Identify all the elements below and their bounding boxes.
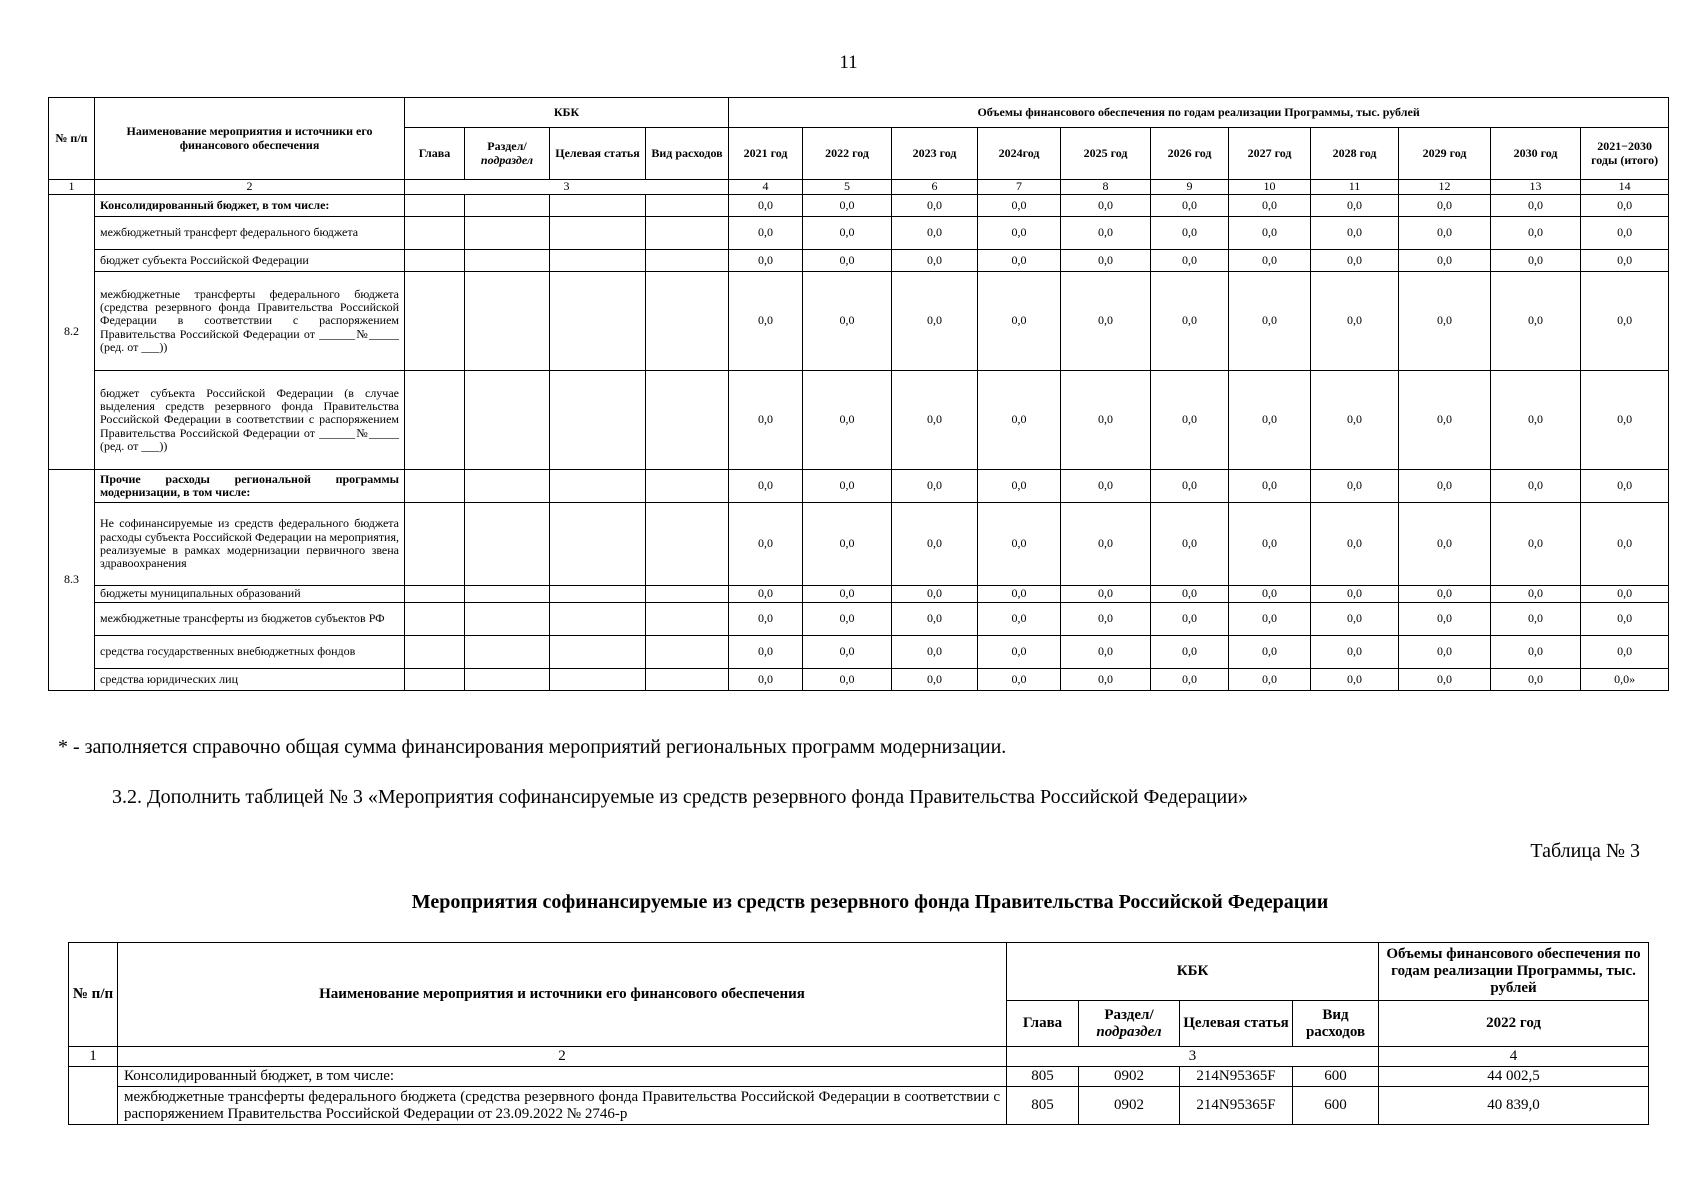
value-cell: 0,0	[803, 217, 892, 250]
value-cell: 0,0	[978, 586, 1061, 603]
value-cell: 0,0	[1061, 250, 1151, 272]
value-cell: 0,0	[1061, 195, 1151, 217]
index-cell: 14	[1581, 180, 1669, 195]
value-cell: 0,0	[1491, 371, 1581, 470]
value-cell: 0,0	[978, 250, 1061, 272]
value-cell: 0,0	[978, 603, 1061, 636]
value-cell: 0,0	[1311, 250, 1399, 272]
kbk-cell	[646, 503, 729, 586]
value-cell: 0,0	[1491, 669, 1581, 691]
value-cell: 0,0	[1151, 250, 1229, 272]
value-cell: 0,0	[1151, 669, 1229, 691]
value-cell: 0,0	[892, 217, 978, 250]
value-cell: 0,0	[1491, 217, 1581, 250]
value-cell: 0,0	[803, 272, 892, 371]
table-row	[49, 272, 1669, 371]
kbk-cell	[405, 636, 465, 669]
table-row	[49, 195, 1669, 217]
kbk-cell	[465, 195, 550, 217]
header-num: № п/п	[49, 98, 95, 180]
index-cell: 2	[118, 1047, 1007, 1067]
value-cell: 0,0	[1061, 503, 1151, 586]
value-cell: 0,0	[1061, 669, 1151, 691]
value-cell: 0,0	[1229, 669, 1311, 691]
kbk-cell	[465, 217, 550, 250]
kbk-cell	[550, 586, 646, 603]
kbk-cell	[405, 470, 465, 503]
value-cell: 0,0	[1399, 603, 1491, 636]
kbk-cell	[405, 603, 465, 636]
value-cell: 0,0	[1581, 217, 1669, 250]
index-row	[69, 1047, 1649, 1067]
value-cell: 0,0	[1581, 371, 1669, 470]
vid-cell: 600	[1293, 1087, 1379, 1125]
index-cell: 9	[1151, 180, 1229, 195]
kbk-cell	[465, 503, 550, 586]
table-row	[49, 371, 1669, 470]
value-cell: 0,0	[892, 636, 978, 669]
razdel-cell: 0902	[1079, 1067, 1180, 1087]
value-cell: 0,0	[1311, 669, 1399, 691]
row-number	[69, 1067, 118, 1125]
kbk-cell	[550, 250, 646, 272]
kbk-cell	[405, 195, 465, 217]
value-cell: 0,0	[1399, 371, 1491, 470]
value-cell: 0,0	[1311, 195, 1399, 217]
index-cell: 12	[1399, 180, 1491, 195]
kbk-cell	[646, 272, 729, 371]
kbk-cell	[465, 272, 550, 371]
value-cell: 0,0	[729, 272, 803, 371]
celevaya-cell: 214N95365F	[1180, 1087, 1293, 1125]
header-year: 2029 год	[1399, 128, 1491, 180]
value-cell: 0,0	[892, 669, 978, 691]
kbk-cell	[550, 272, 646, 371]
index-cell: 10	[1229, 180, 1311, 195]
value-cell: 0,0	[1229, 503, 1311, 586]
value-cell: 0,0	[803, 195, 892, 217]
value-cell: 44 002,5	[1379, 1067, 1649, 1087]
value-cell: 0,0	[1399, 272, 1491, 371]
value-cell: 0,0	[803, 669, 892, 691]
row-number: 8.3	[49, 470, 95, 691]
footnote: * - заполняется справочно общая сумма финансирования мероприятий региональных программ модернизации.	[58, 736, 1007, 758]
value-cell: 0,0	[1151, 503, 1229, 586]
value-cell: 0,0	[892, 371, 978, 470]
row-name: средства юридических лиц	[95, 669, 405, 691]
value-cell: 0,0	[1229, 586, 1311, 603]
header-name: Наименование мероприятия и источники его финансового обеспечения	[118, 943, 1007, 1047]
header-year: 2022 год	[1379, 1001, 1649, 1047]
value-cell: 0,0	[1399, 250, 1491, 272]
value-cell: 0,0	[1229, 195, 1311, 217]
value-cell: 0,0	[1229, 272, 1311, 371]
index-cell: 6	[892, 180, 978, 195]
value-cell: 0,0	[1151, 217, 1229, 250]
header-year: 2027 год	[1229, 128, 1311, 180]
kbk-cell	[550, 195, 646, 217]
value-cell: 0,0	[1581, 250, 1669, 272]
header-year: 2021 год	[729, 128, 803, 180]
kbk-cell	[405, 586, 465, 603]
value-cell: 0,0	[1229, 470, 1311, 503]
row-name: межбюджетные трансферты федерального бюджета (средства резервного фонда Правительства Российской Федерации в соответствии с распоряжением Правительства Российской Федерации от ______№_____ (ред. от ___))	[95, 272, 405, 371]
row-name: Консолидированный бюджет, в том числе:	[118, 1067, 1007, 1087]
header-year: 2024год	[978, 128, 1061, 180]
table-row	[49, 669, 1669, 691]
celevaya-cell: 214N95365F	[1180, 1067, 1293, 1087]
value-cell: 0,0	[803, 470, 892, 503]
value-cell: 0,0	[729, 195, 803, 217]
kbk-cell	[465, 636, 550, 669]
header-year-total: 2021−2030 годы (итого)	[1581, 128, 1669, 180]
row-name: Не софинансируемые из средств федерального бюджета расходы субъекта Российской Федерации на мероприятия, реализуемые в рамках модернизации первичного звена здравоохранения	[95, 503, 405, 586]
value-cell: 0,0	[1399, 636, 1491, 669]
value-cell: 0,0	[978, 503, 1061, 586]
kbk-cell	[405, 371, 465, 470]
value-cell: 0,0	[1581, 603, 1669, 636]
paragraph: 3.2. Дополнить таблицей № 3 «Мероприятия софинансируемые из средств резервного фонда Правительства Российской Федерации»	[112, 786, 1248, 808]
kbk-cell	[550, 470, 646, 503]
value-cell: 0,0	[729, 470, 803, 503]
kbk-cell	[550, 603, 646, 636]
value-cell: 0,0	[1399, 217, 1491, 250]
kbk-cell	[550, 636, 646, 669]
value-cell: 40 839,0	[1379, 1087, 1649, 1125]
header-celevaya: Целевая статья	[1180, 1001, 1293, 1047]
row-name: Прочие расходы региональной программы модернизации, в том числе:	[95, 470, 405, 503]
value-cell: 0,0»	[1581, 669, 1669, 691]
value-cell: 0,0	[1311, 603, 1399, 636]
kbk-cell	[405, 217, 465, 250]
value-cell: 0,0	[729, 586, 803, 603]
index-cell: 3	[405, 180, 729, 195]
value-cell: 0,0	[1311, 371, 1399, 470]
kbk-cell	[646, 250, 729, 272]
value-cell: 0,0	[1399, 503, 1491, 586]
value-cell: 0,0	[1311, 503, 1399, 586]
value-cell: 0,0	[1229, 603, 1311, 636]
reserve-fund-table	[68, 942, 1649, 1125]
value-cell: 0,0	[978, 636, 1061, 669]
header-volumes: Объемы финансового обеспечения по годам реализации Программы, тыс. рублей	[1379, 943, 1649, 1001]
header-celevaya: Целевая статья	[550, 128, 646, 180]
value-cell: 0,0	[892, 195, 978, 217]
index-cell: 8	[1061, 180, 1151, 195]
kbk-cell	[646, 195, 729, 217]
index-cell: 1	[69, 1047, 118, 1067]
kbk-cell	[405, 503, 465, 586]
value-cell: 0,0	[892, 470, 978, 503]
value-cell: 0,0	[1151, 272, 1229, 371]
value-cell: 0,0	[1311, 217, 1399, 250]
value-cell: 0,0	[729, 636, 803, 669]
value-cell: 0,0	[803, 503, 892, 586]
kbk-cell	[646, 371, 729, 470]
value-cell: 0,0	[1061, 636, 1151, 669]
value-cell: 0,0	[1151, 586, 1229, 603]
header-vid: Вид расходов	[1293, 1001, 1379, 1047]
value-cell: 0,0	[803, 371, 892, 470]
header-year: 2023 год	[892, 128, 978, 180]
kbk-cell	[646, 603, 729, 636]
value-cell: 0,0	[1229, 217, 1311, 250]
value-cell: 0,0	[1581, 636, 1669, 669]
header-year: 2022 год	[803, 128, 892, 180]
kbk-cell	[550, 503, 646, 586]
table-row	[49, 470, 1669, 503]
value-cell: 0,0	[1061, 586, 1151, 603]
value-cell: 0,0	[1399, 470, 1491, 503]
kbk-cell	[465, 669, 550, 691]
value-cell: 0,0	[1151, 470, 1229, 503]
value-cell: 0,0	[978, 195, 1061, 217]
value-cell: 0,0	[1151, 603, 1229, 636]
value-cell: 0,0	[1581, 195, 1669, 217]
header-vid: Вид расходов	[646, 128, 729, 180]
index-cell: 4	[729, 180, 803, 195]
value-cell: 0,0	[1491, 272, 1581, 371]
kbk-cell	[405, 250, 465, 272]
value-cell: 0,0	[1229, 250, 1311, 272]
header-glava: Глава	[405, 128, 465, 180]
value-cell: 0,0	[892, 250, 978, 272]
index-cell: 13	[1491, 180, 1581, 195]
value-cell: 0,0	[1061, 272, 1151, 371]
value-cell: 0,0	[1491, 470, 1581, 503]
kbk-cell	[646, 669, 729, 691]
value-cell: 0,0	[1491, 636, 1581, 669]
value-cell: 0,0	[1151, 195, 1229, 217]
kbk-cell	[550, 217, 646, 250]
kbk-cell	[465, 250, 550, 272]
table-row	[49, 503, 1669, 586]
index-cell: 5	[803, 180, 892, 195]
row-name: межбюджетные трансферты из бюджетов субъектов РФ	[95, 603, 405, 636]
index-cell: 4	[1379, 1047, 1649, 1067]
row-name: бюджет субъекта Российской Федерации (в случае выделения средств резервного фонда Правительства Российской Федерации в соответствии с распоряжением Правительства Российской Федерации от ______№_____ (ред. от ___))	[95, 371, 405, 470]
header-year: 2030 год	[1491, 128, 1581, 180]
value-cell: 0,0	[729, 603, 803, 636]
value-cell: 0,0	[1581, 586, 1669, 603]
row-name: межбюджетные трансферты федерального бюджета (средства резервного фонда Правительства Российской Федерации в соответствии с распоряжением Правительства Российской Федерации от 23.09.2022 № 2746-р	[118, 1087, 1007, 1125]
index-row	[49, 180, 1669, 195]
kbk-cell	[465, 470, 550, 503]
table-row	[69, 1067, 1649, 1087]
kbk-cell	[465, 586, 550, 603]
value-cell: 0,0	[978, 470, 1061, 503]
row-name: Консолидированный бюджет, в том числе:	[95, 195, 405, 217]
header-glava: Глава	[1007, 1001, 1079, 1047]
index-cell: 11	[1311, 180, 1399, 195]
header-name: Наименование мероприятия и источники его финансового обеспечения	[95, 98, 405, 180]
table-title: Мероприятия софинансируемые из средств резервного фонда Правительства Российской Федерации	[411, 891, 1329, 913]
value-cell: 0,0	[1061, 603, 1151, 636]
glava-cell: 805	[1007, 1087, 1079, 1125]
value-cell: 0,0	[729, 250, 803, 272]
value-cell: 0,0	[1151, 371, 1229, 470]
value-cell: 0,0	[892, 586, 978, 603]
table-row	[49, 603, 1669, 636]
financing-table	[48, 97, 1669, 691]
header-kbk: КБК	[1007, 943, 1379, 1001]
row-name: межбюджетный трансферт федерального бюджета	[95, 217, 405, 250]
kbk-cell	[465, 371, 550, 470]
razdel-cell: 0902	[1079, 1087, 1180, 1125]
table-row	[49, 586, 1669, 603]
row-name: средства государственных внебюджетных фондов	[95, 636, 405, 669]
value-cell: 0,0	[978, 669, 1061, 691]
kbk-cell	[550, 371, 646, 470]
kbk-cell	[646, 586, 729, 603]
value-cell: 0,0	[1491, 250, 1581, 272]
kbk-cell	[405, 272, 465, 371]
value-cell: 0,0	[1061, 470, 1151, 503]
header-razdel: Раздел/ подраздел	[1079, 1001, 1180, 1047]
kbk-cell	[550, 669, 646, 691]
kbk-cell	[646, 217, 729, 250]
value-cell: 0,0	[1399, 195, 1491, 217]
value-cell: 0,0	[803, 603, 892, 636]
value-cell: 0,0	[1491, 503, 1581, 586]
table-label: Таблица № 3	[1530, 840, 1640, 862]
row-number: 8.2	[49, 195, 95, 470]
kbk-cell	[465, 603, 550, 636]
row-name: бюджеты муниципальных образований	[95, 586, 405, 603]
value-cell: 0,0	[1061, 371, 1151, 470]
value-cell: 0,0	[803, 636, 892, 669]
glava-cell: 805	[1007, 1067, 1079, 1087]
value-cell: 0,0	[892, 272, 978, 371]
header-kbk: КБК	[405, 98, 729, 128]
value-cell: 0,0	[1581, 272, 1669, 371]
index-cell: 3	[1007, 1047, 1379, 1067]
value-cell: 0,0	[1491, 603, 1581, 636]
value-cell: 0,0	[803, 250, 892, 272]
value-cell: 0,0	[1581, 503, 1669, 586]
value-cell: 0,0	[978, 272, 1061, 371]
value-cell: 0,0	[1151, 636, 1229, 669]
value-cell: 0,0	[1491, 586, 1581, 603]
table-row	[49, 250, 1669, 272]
value-cell: 0,0	[1229, 371, 1311, 470]
value-cell: 0,0	[978, 217, 1061, 250]
value-cell: 0,0	[892, 503, 978, 586]
table-row	[49, 636, 1669, 669]
value-cell: 0,0	[892, 603, 978, 636]
value-cell: 0,0	[803, 586, 892, 603]
value-cell: 0,0	[1061, 217, 1151, 250]
value-cell: 0,0	[1311, 586, 1399, 603]
kbk-cell	[646, 636, 729, 669]
index-cell: 1	[49, 180, 95, 195]
table-row	[49, 217, 1669, 250]
table-row	[69, 1087, 1649, 1125]
value-cell: 0,0	[1399, 586, 1491, 603]
value-cell: 0,0	[1399, 669, 1491, 691]
header-razdel: Раздел/ подраздел	[465, 128, 550, 180]
vid-cell: 600	[1293, 1067, 1379, 1087]
value-cell: 0,0	[1491, 195, 1581, 217]
header-year: 2025 год	[1061, 128, 1151, 180]
header-volumes: Объемы финансового обеспечения по годам реализации Программы, тыс. рублей	[729, 98, 1669, 128]
header-num: № п/п	[69, 943, 118, 1047]
header-year: 2028 год	[1311, 128, 1399, 180]
value-cell: 0,0	[1581, 470, 1669, 503]
index-cell: 7	[978, 180, 1061, 195]
index-cell: 2	[95, 180, 405, 195]
header-year: 2026 год	[1151, 128, 1229, 180]
value-cell: 0,0	[729, 503, 803, 586]
value-cell: 0,0	[1311, 470, 1399, 503]
row-name: бюджет субъекта Российской Федерации	[95, 250, 405, 272]
value-cell: 0,0	[729, 371, 803, 470]
value-cell: 0,0	[1311, 272, 1399, 371]
value-cell: 0,0	[729, 669, 803, 691]
kbk-cell	[405, 669, 465, 691]
value-cell: 0,0	[978, 371, 1061, 470]
value-cell: 0,0	[1311, 636, 1399, 669]
value-cell: 0,0	[1229, 636, 1311, 669]
value-cell: 0,0	[729, 217, 803, 250]
kbk-cell	[646, 470, 729, 503]
page-number: 11	[839, 52, 858, 73]
